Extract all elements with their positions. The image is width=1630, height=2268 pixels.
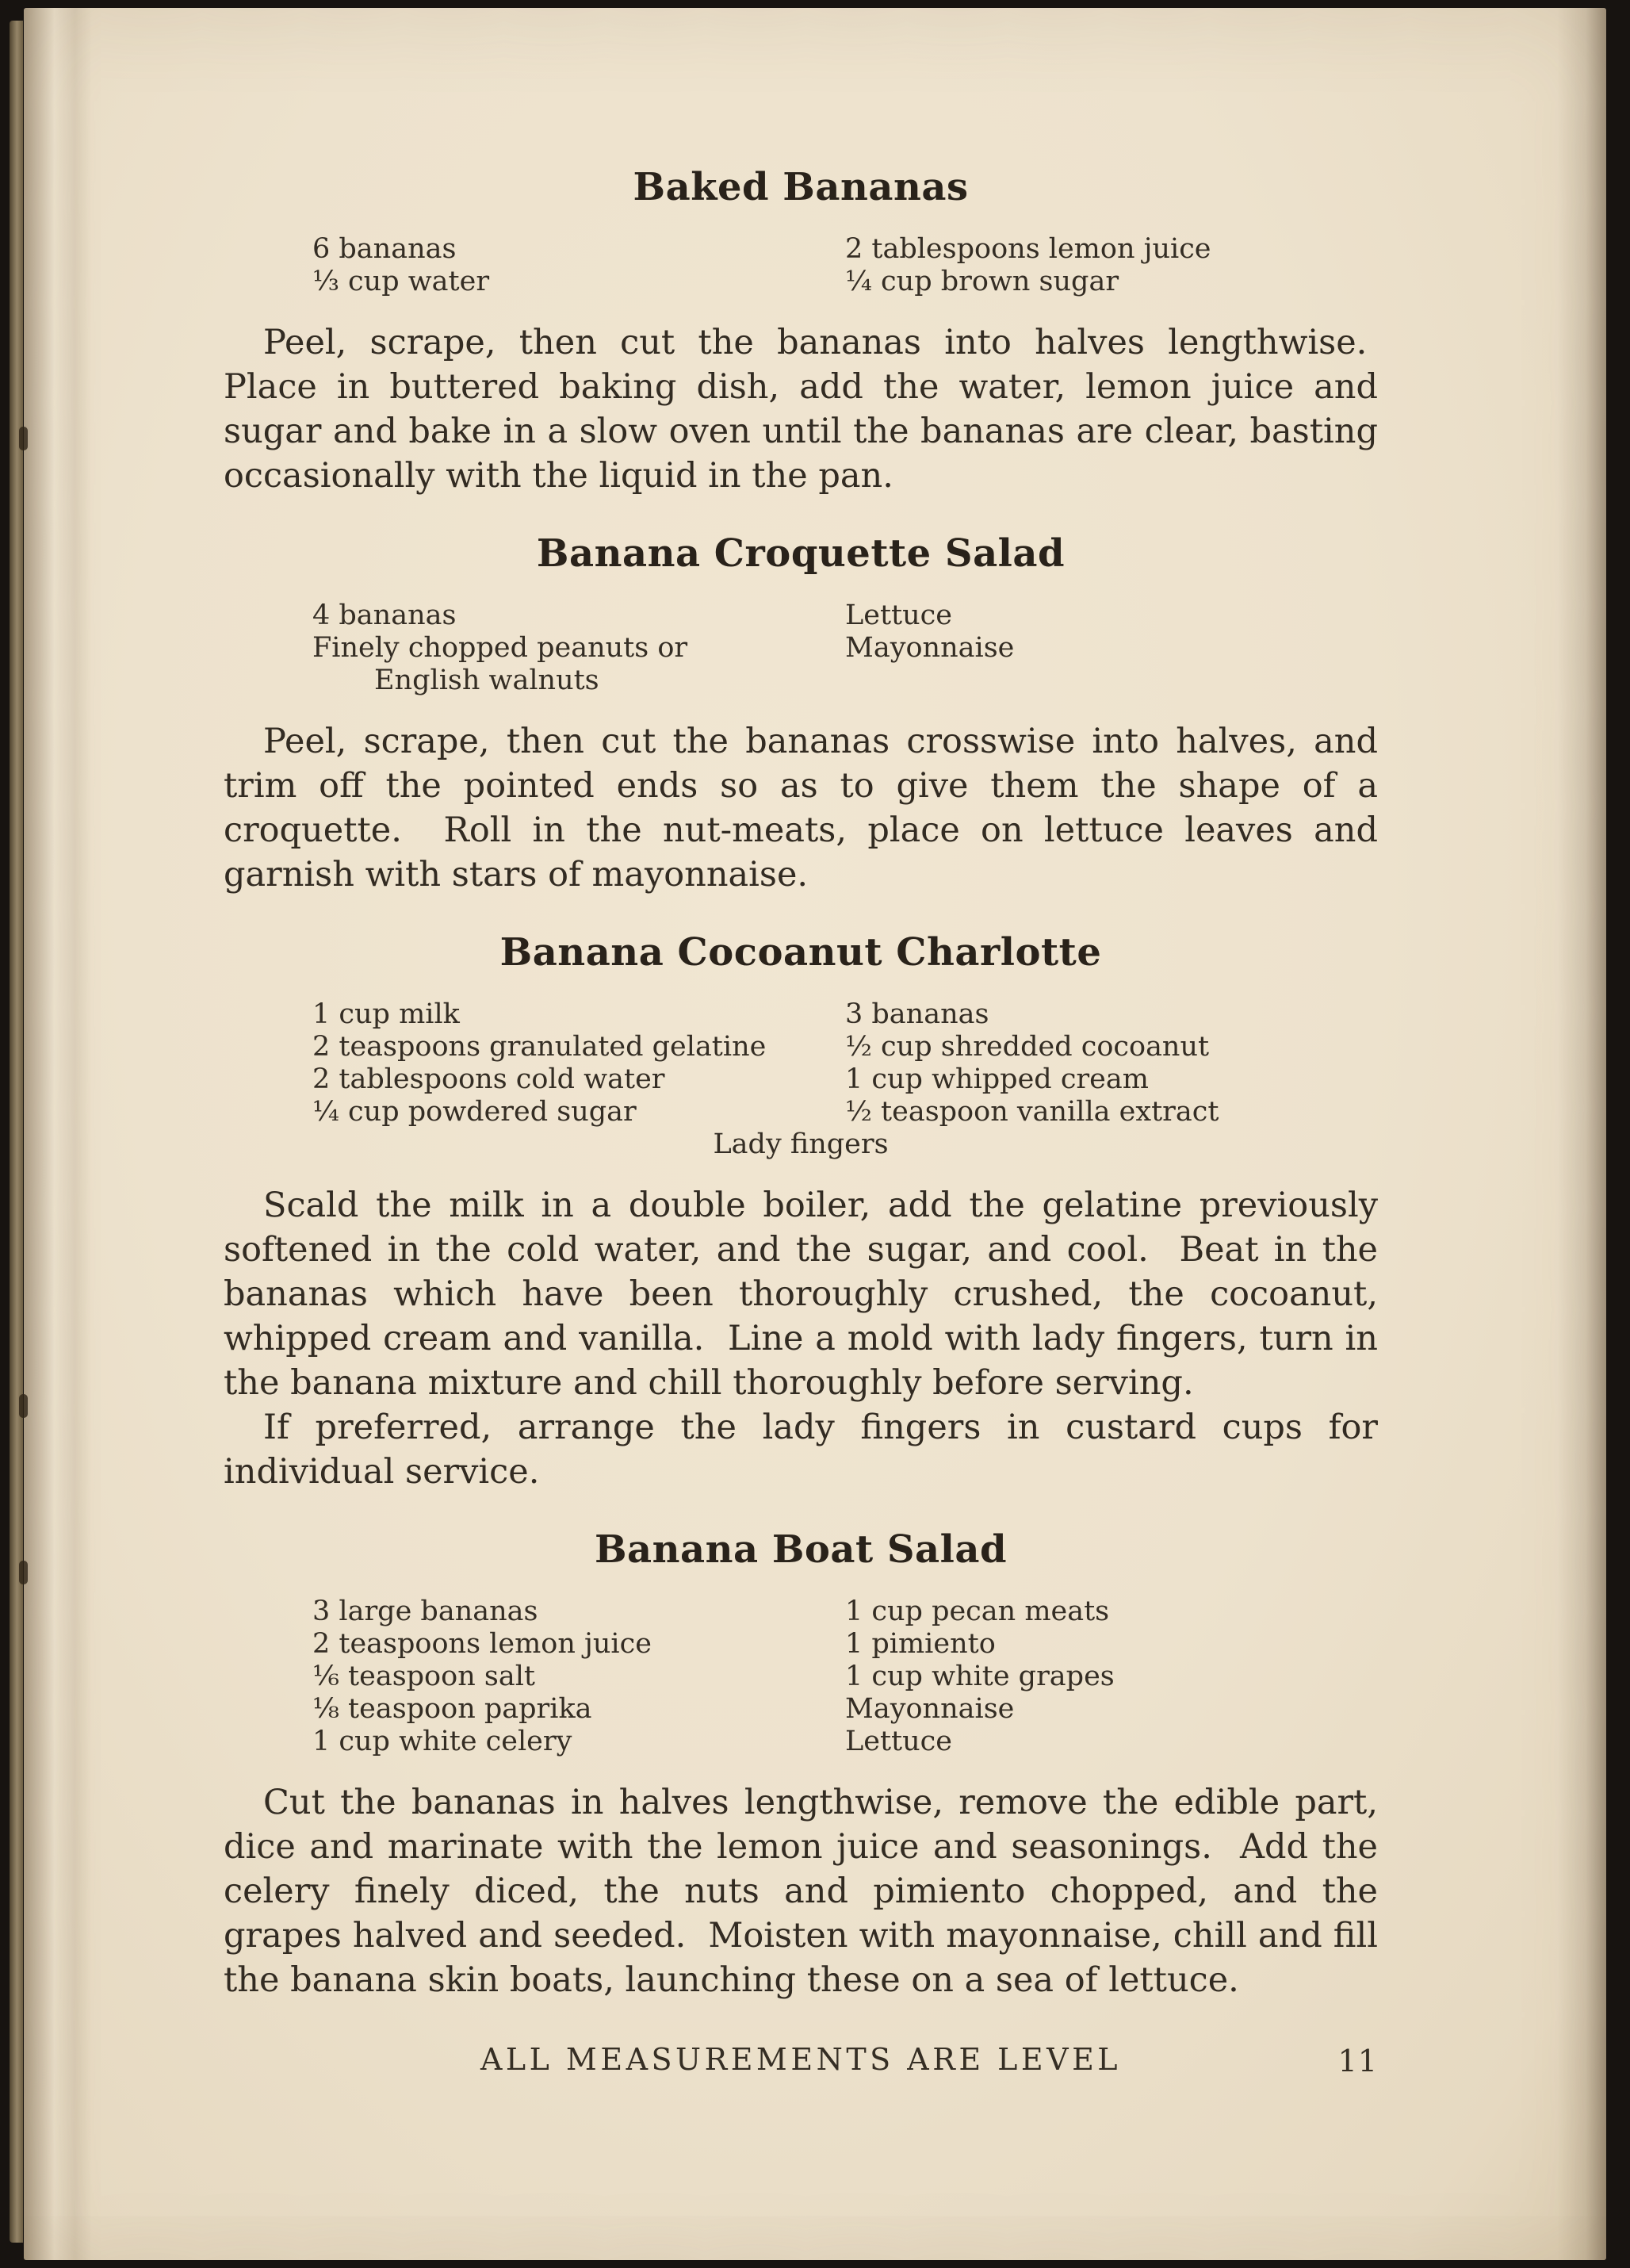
ingredients-right-column — [845, 998, 1378, 1128]
ingredient-item: 1 cup whipped cream — [845, 1063, 1149, 1095]
instructions-paragraph: If preferred, arrange the lady fingers in custard cups for individual service. — [224, 1408, 1378, 1492]
ingredients-left-column — [312, 600, 845, 697]
ingredient-item: ¼ cup powdered sugar — [312, 1096, 637, 1128]
ingredients-right-column — [845, 233, 1378, 298]
ingredients-right-column — [845, 1596, 1378, 1758]
ingredient-item: ⅓ cup water — [312, 266, 490, 297]
ingredient-item: ⅙ teaspoon salt — [312, 1661, 535, 1692]
ingredients-right-column — [845, 600, 1378, 697]
ingredients-left-column — [312, 233, 845, 298]
ingredient-item: ⅛ teaspoon paprika — [312, 1693, 592, 1725]
recipe-section-banana-boat-salad — [224, 1529, 1378, 2002]
ingredient-columns — [312, 600, 1378, 697]
ingredient-item: Finely chopped peanuts or — [312, 632, 688, 664]
instructions-paragraph: Peel, scrape, then cut the bananas into halves lengthwise. Place in buttered baking dish, add the water, lemon juice and sugar and bake in a slow oven until the bananas are clear, basting occasionally with the liquid in the pan. — [224, 323, 1378, 496]
page-number: 11 — [1337, 2044, 1378, 2078]
ingredient-item: 2 teaspoons granulated gelatine — [312, 1031, 767, 1063]
instructions-paragraph: Cut the bananas in halves lengthwise, remove the edible part, dice and marinate with the lemon juice and seasonings. Add the celery finely diced, the nuts and pimiento chopped, and the grapes halved and seeded. Moisten with mayonnaise, chill and fill the banana skin boats, launching these on a sea of lettuce. — [224, 1783, 1378, 2000]
ingredient-item: Lettuce — [845, 1726, 952, 1757]
ingredient-columns — [312, 1596, 1378, 1758]
ingredient-item: ¼ cup brown sugar — [845, 266, 1119, 297]
ingredient-item: 4 bananas — [312, 600, 457, 631]
recipe-title: Banana Croquette Salad — [536, 531, 1066, 576]
page-content — [24, 8, 1606, 2077]
ingredient-item: 1 pimiento — [845, 1628, 996, 1660]
ingredient-item: Mayonnaise — [845, 1693, 1015, 1725]
recipe-section-baked-bananas — [224, 167, 1378, 498]
ingredient-item: 3 large bananas — [312, 1596, 538, 1627]
ingredient-item: 1 cup pecan meats — [845, 1596, 1110, 1627]
book-page-edge-stack — [10, 21, 23, 2243]
ingredient-item-centered: Lady fingers — [713, 1128, 889, 1160]
recipe-title: Baked Bananas — [633, 165, 969, 209]
book-page — [24, 8, 1606, 2260]
ingredient-item: 1 cup white celery — [312, 1726, 572, 1757]
ingredient-item: 2 tablespoons lemon juice — [845, 233, 1211, 265]
page-footer — [224, 2042, 1378, 2077]
ingredients-left-column — [312, 1596, 845, 1758]
ingredient-item: 2 teaspoons lemon juice — [312, 1628, 652, 1660]
ingredient-columns — [312, 233, 1378, 298]
ingredient-item: 6 bananas — [312, 233, 457, 265]
footer-motto: ALL MEASUREMENTS ARE LEVEL — [480, 2042, 1122, 2077]
ingredient-columns — [312, 998, 1378, 1128]
ingredient-item: 2 tablespoons cold water — [312, 1063, 665, 1095]
ingredient-item: ½ cup shredded cocoanut — [845, 1031, 1210, 1063]
ingredients-left-column — [312, 998, 845, 1128]
ingredient-item: 1 cup milk — [312, 998, 460, 1030]
ingredient-item: Lettuce — [845, 600, 952, 631]
ingredient-item: ½ teaspoon vanilla extract — [845, 1096, 1219, 1128]
recipe-section-banana-cocoanut-charlotte — [224, 932, 1378, 1494]
recipe-title: Banana Cocoanut Charlotte — [499, 930, 1102, 975]
ingredient-item: English walnuts — [374, 665, 599, 696]
recipe-title: Banana Boat Salad — [594, 1527, 1008, 1572]
instructions-paragraph: Peel, scrape, then cut the bananas crosswise into halves, and trim off the pointed ends so as to give them the shape of a croquette. Roll in the nut-meats, place on lettuce leaves and garnish with stars of mayonnaise. — [224, 722, 1378, 895]
recipe-section-banana-croquette-salad — [224, 533, 1378, 897]
ingredient-item: 1 cup white grapes — [845, 1661, 1115, 1692]
instructions-paragraph: Scald the milk in a double boiler, add the gelatine previously softened in the cold water, and the sugar, and cool. Beat in the bananas which have been thoroughly crushed, the cocoanut, whipped cream and vanilla. Line a mold with lady fingers, turn in the banana mixture and chill thoroughly before serving. — [224, 1186, 1378, 1403]
ingredient-item: 3 bananas — [845, 998, 989, 1030]
ingredient-item: Mayonnaise — [845, 632, 1015, 664]
